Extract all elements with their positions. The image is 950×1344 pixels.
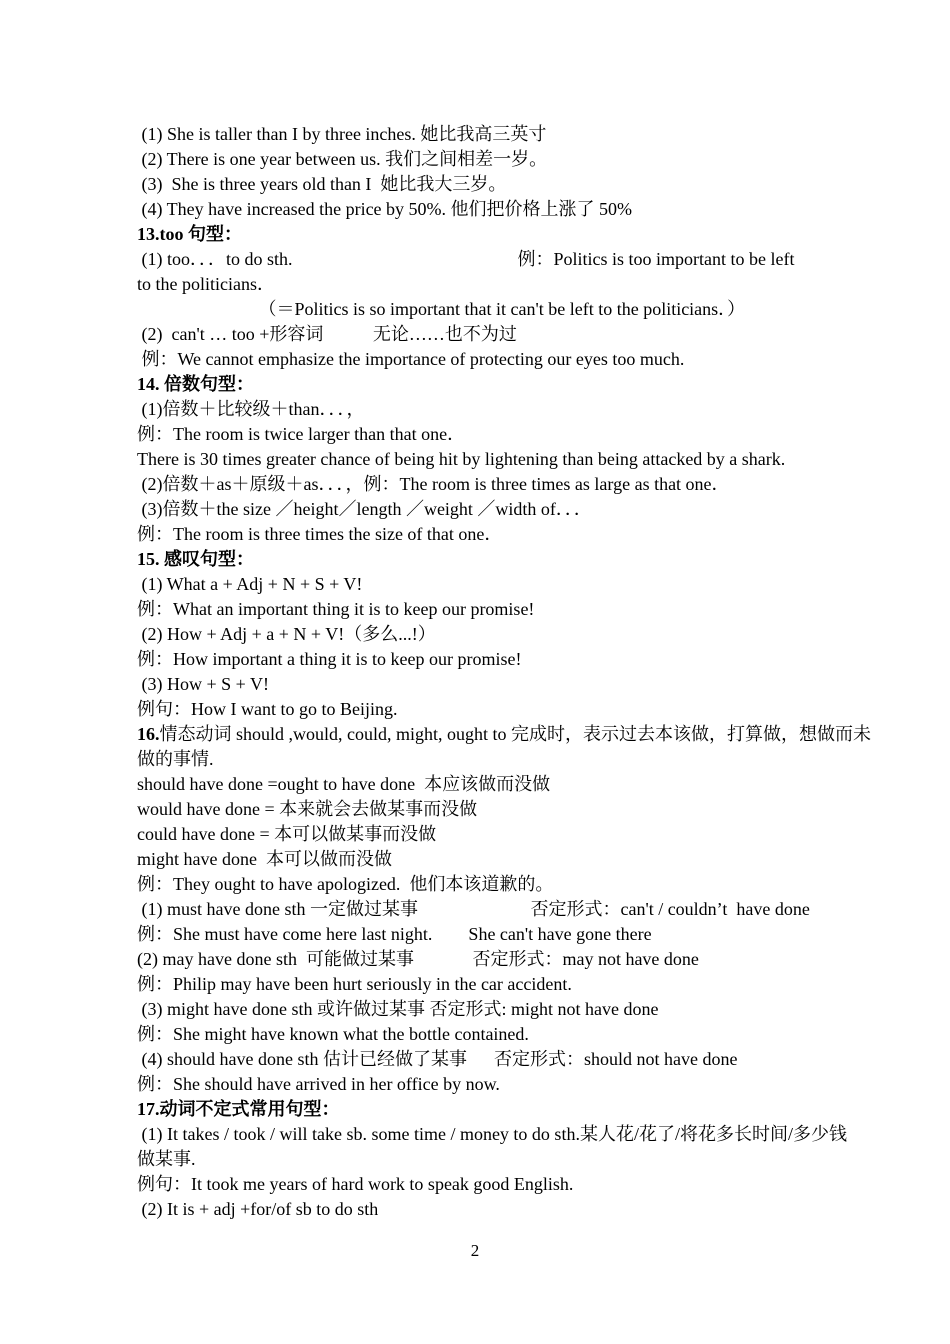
text-line [137, 997, 827, 1022]
line-text: (3) might have done sth 或许做过某事 否定形式: might not have done [137, 999, 659, 1019]
text-line [137, 1147, 827, 1172]
line-text: 例句：It took me years of hard work to speak good English. [137, 1174, 574, 1194]
text-line [137, 797, 827, 822]
line-text: 例：We cannot emphasize the importance of protecting our eyes too much. [137, 349, 685, 369]
text-line [137, 572, 827, 597]
heading-text: 17.动词不定式常用句型： [137, 1099, 340, 1119]
text-line [137, 297, 827, 322]
line-text: (1) too．．．to do sth. 例：Politics is too important to be left [137, 249, 795, 269]
text-line [137, 922, 827, 947]
line-text: （＝Politics is so important that it can't be left to the politicians．） [137, 299, 746, 319]
line-text: 做的事情. [137, 749, 214, 769]
text-line [137, 147, 827, 172]
line-text: (3) She is three years old than I 她比我大三岁。 [137, 174, 507, 194]
text-line [137, 647, 827, 672]
text-line [137, 747, 827, 772]
text-line [137, 1072, 827, 1097]
text-line [137, 847, 827, 872]
text-line [137, 1022, 827, 1047]
line-text: could have done = 本可以做某事而没做 [137, 824, 437, 844]
section-heading [137, 547, 827, 572]
section-heading [137, 372, 827, 397]
text-line [137, 447, 827, 472]
line-text: 做某事. [137, 1149, 196, 1169]
text-line [137, 1122, 847, 1147]
heading-text: 16. [137, 724, 160, 744]
text-line [137, 272, 827, 297]
line-text: to the politicians． [137, 274, 275, 294]
text-line [137, 672, 827, 697]
text-line [137, 197, 827, 222]
line-text: 例：Philip may have been hurt seriously in the car accident. [137, 974, 572, 994]
line-text: (2) There is one year between us. 我们之间相差一岁。 [137, 149, 548, 169]
document-body [137, 122, 871, 1222]
text-line [137, 247, 827, 272]
line-text: 例：They ought to have apologized. 他们本该道歉的。 [137, 874, 554, 894]
text-line [137, 1197, 827, 1222]
line-text: (4) should have done sth 估计已经做了某事 否定形式：should not have done [137, 1049, 738, 1069]
text-line [137, 772, 827, 797]
line-text: (1)倍数＋比较级＋than．．．， [137, 399, 365, 419]
line-text: 例：What an important thing it is to keep our promise! [137, 599, 535, 619]
section-heading [137, 222, 827, 247]
text-line [137, 1047, 827, 1072]
line-text: (1) What a + Adj + N + S + V! [137, 574, 363, 594]
text-line [137, 347, 827, 372]
line-text: (3)倍数＋the size ／height／length ／weight ／width of．．． [137, 499, 592, 519]
text-line [137, 897, 827, 922]
line-text: would have done = 本来就会去做某事而没做 [137, 799, 478, 819]
line-text: 例：The room is twice larger than that one． [137, 424, 466, 444]
text-line [137, 947, 827, 972]
line-text: (1) She is taller than I by three inches. 她比我高三英寸 [137, 124, 547, 144]
line-text: 例：She should have arrived in her office by now. [137, 1074, 500, 1094]
line-text: (2) may have done sth 可能做过某事 否定形式：may not have done [137, 949, 699, 969]
line-text: (2) How + Adj + a + N + V!（多么...!） [137, 624, 436, 644]
section-heading [137, 722, 871, 747]
section-heading [137, 1097, 827, 1122]
heading-text: 15. 感叹句型： [137, 549, 254, 569]
text-line [137, 972, 827, 997]
text-line [137, 1172, 827, 1197]
text-line [137, 597, 827, 622]
line-text: (2) It is + adj +for/of sb to do sth [137, 1199, 379, 1219]
page-number: 2 [470, 1241, 480, 1260]
line-text: 例：She must have come here last night. She can't have gone there [137, 924, 652, 944]
line-text: 例：She might have known what the bottle contained. [137, 1024, 529, 1044]
line-text: (3) How + S + V! [137, 674, 269, 694]
line-text: should have done =ought to have done 本应该做而没做 [137, 774, 551, 794]
text-line [137, 472, 827, 497]
text-line [137, 122, 827, 147]
text-line [137, 172, 827, 197]
text-line [137, 697, 827, 722]
text-line [137, 822, 827, 847]
text-line [137, 322, 827, 347]
text-line [137, 872, 827, 897]
line-text: (1) must have done sth 一定做过某事 否定形式：can't / couldn’t have done [137, 899, 810, 919]
text-line [137, 422, 827, 447]
line-text: (2) can't … too +形容词 无论……也不为过 [137, 324, 517, 344]
line-text: 例：How important a thing it is to keep our promise! [137, 649, 522, 669]
line-text: might have done 本可以做而没做 [137, 849, 392, 869]
line-text: (4) They have increased the price by 50%. 他们把价格上涨了 50% [137, 199, 633, 219]
line-text: (2)倍数＋as＋原级＋as．．．，例：The room is three times as large as that one． [137, 474, 730, 494]
heading-text: 13.too 句型： [137, 224, 242, 244]
line-text: 例：The room is three times the size of that one． [137, 524, 503, 544]
heading-text: 14. 倍数句型： [137, 374, 254, 394]
line-text: (1) It takes / took / will take sb. some time / money to do sth.某人花/花了/将花多长时间/多少钱 [137, 1124, 847, 1144]
text-line [137, 522, 827, 547]
line-text: 例句：How I want to go to Beijing. [137, 699, 398, 719]
line-text: 情态动词 should ,would, could, might, ought to 完成时，表示过去本该做，打算做，想做而未 [159, 724, 871, 744]
text-line [137, 622, 827, 647]
line-text: There is 30 times greater chance of being hit by lightening than being attacked by a shark. [137, 449, 786, 469]
text-line [137, 497, 827, 522]
text-line [137, 397, 827, 422]
